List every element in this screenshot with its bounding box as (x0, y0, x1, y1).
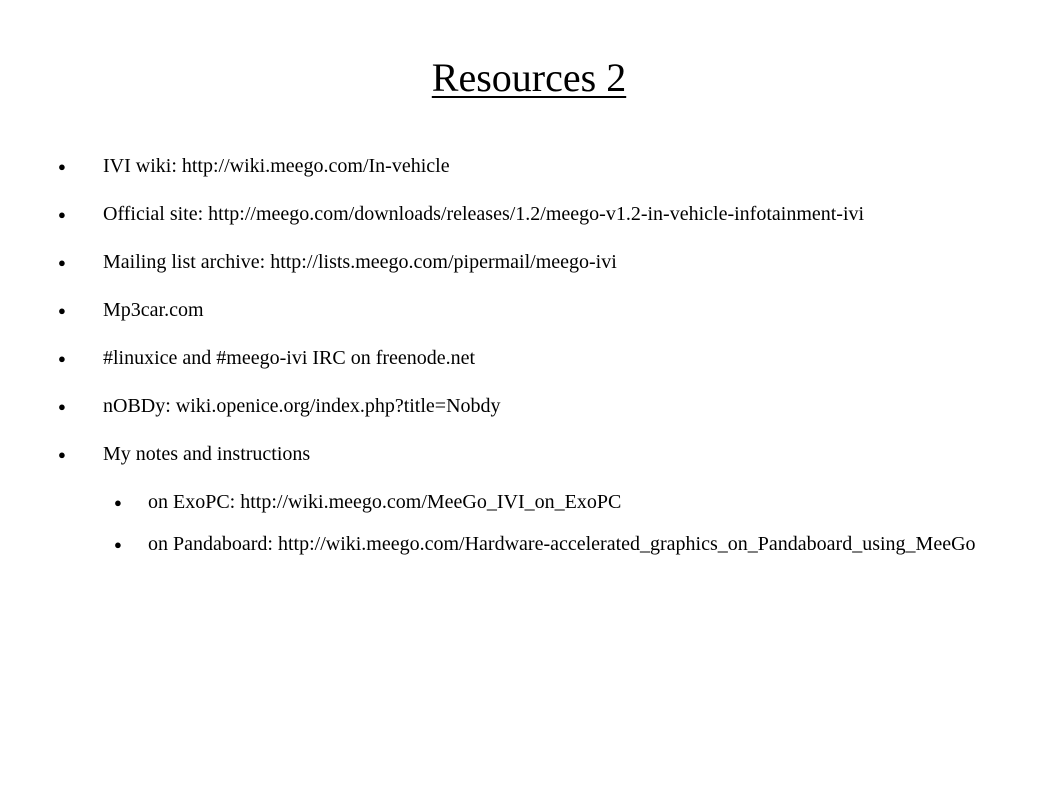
bullet-icon: ● (58, 399, 66, 414)
bullet-icon: ● (58, 351, 66, 366)
bullet-icon: ● (58, 303, 66, 318)
list-item (58, 441, 1008, 467)
bullet-icon: ● (58, 447, 66, 462)
list-item-text: #linuxice and #meego-ivi IRC on freenode.net (103, 347, 476, 369)
slide-title: Resources 2 (431, 55, 627, 100)
bullet-icon: ● (114, 537, 122, 552)
list-item-text: My notes and instructions (103, 443, 311, 465)
list-item (58, 345, 1008, 371)
sub-list-item (58, 531, 1008, 557)
list-item (58, 201, 1008, 227)
sub-list-item (58, 489, 1008, 515)
list-item-text: IVI wiki: http://wiki.meego.com/In-vehicle (103, 155, 450, 177)
list-item (58, 153, 1008, 179)
list-item-text: Mp3car.com (103, 299, 204, 321)
bullet-icon: ● (58, 255, 66, 270)
list-item-text: Mailing list archive: http://lists.meego.com/pipermail/meego-ivi (103, 251, 617, 273)
bullet-icon: ● (114, 495, 122, 510)
list-item-text: nOBDy: wiki.openice.org/index.php?title=Nobdy (103, 395, 501, 417)
bullet-icon: ● (58, 207, 66, 222)
list-item (58, 249, 1008, 275)
sub-list-item-text: on Pandaboard: http://wiki.meego.com/Hardware-accelerated_graphics_on_Pandaboard_using_MeeGo (148, 533, 976, 555)
list-item-text: Official site: http://meego.com/downloads/releases/1.2/meego-v1.2-in-vehicle-infotainment-ivi (103, 203, 865, 225)
sub-list-item-text: on ExoPC: http://wiki.meego.com/MeeGo_IVI_on_ExoPC (148, 491, 622, 513)
list-item (58, 297, 1008, 323)
list-item (58, 393, 1008, 419)
bullet-icon: ● (58, 159, 66, 174)
resource-list (58, 153, 1008, 573)
